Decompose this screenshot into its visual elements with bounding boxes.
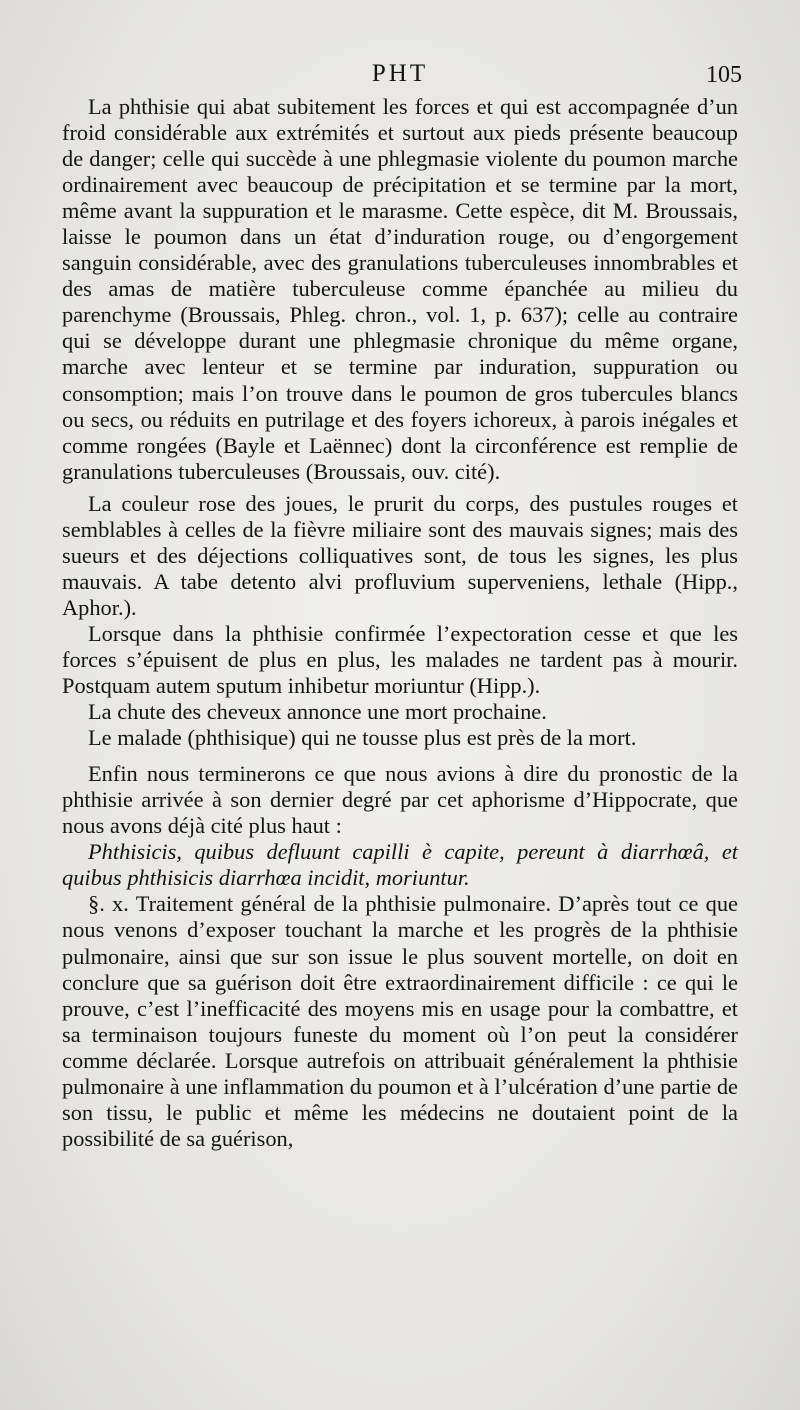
- paragraph-prognosis-forms: La phthisie qui abat subitement les forces et qui est accompagnée d’un froid considérable aux extrémités et surtout aux pieds présente beaucoup de danger; celle qui succède à une phlegmasie violente du poumon marche ordinairement avec beaucoup de précipitation et se termine par la mort, même avant la suppuration et le marasme. Cette espèce, dit M. Broussais, laisse le poumon dans un état d’induration rouge, ou d’engorgement sanguin considérable, avec des granulations tuberculeuses innombrables et des amas de matière tuberculeuse comme épanchée au milieu du parenchyme (Broussais, Phleg. chron., vol. 1, p. 637); celle au contraire qui se développe durant une phlegmasie chronique du même organe, marche avec lenteur et se termine par induration, suppuration ou consomption; mais l’on trouve dans le poumon de gros tubercules blancs ou secs, ou réduits en putrilage et des foyers ichoreux, à parois inégales et comme rongées (Bayle et Laënnec) dont la circonférence est remplie de granulations tuberculeuses (Broussais, ouv. cité).: [62, 94, 738, 484]
- paragraph-expectoration: Lorsque dans la phthisie confirmée l’expectoration cesse et que les forces s’épuisent de plus en plus, les malades ne tardent pas à mourir. Postquam autem sputum inhibetur moriuntur (Hipp.).: [62, 620, 738, 699]
- paragraph-aphorism: Phthisicis, quibus defluunt capilli è capite, pereunt à diarrhœâ, et quibus phthisicis diarrhœa incidit, moriuntur.: [62, 839, 738, 891]
- paragraph-bad-signs: La couleur rose des joues, le prurit du corps, des pustules rouges et semblables à celles de la fièvre miliaire sont des mauvais signes; mais des sueurs et des déjections colliquatives sont, de tous les signes, les plus mauvais. A tabe detento alvi profluvium superveniens, lethale (Hipp., Aphor.).: [62, 490, 738, 620]
- running-title: PHT: [371, 60, 429, 87]
- paragraph-hippocrates-intro: Enfin nous terminerons ce que nous avions à dire du pronostic de la phthisie arrivée à son dernier degré par cet aphorisme d’Hippocrate, que nous avons déjà cité plus haut :: [62, 761, 738, 839]
- paragraph-cough-stops: Le malade (phthisique) qui ne tousse plus est près de la mort.: [88, 725, 637, 751]
- paragraph-treatment: §. x. Traitement général de la phthisie pulmonaire. D’après tout ce que nous venons d’exposer touchant la marche et les progrès de la phthisie pulmonaire, ainsi que sur son issue le plus souvent mortelle, on doit en conclure que sa guérison doit être extraordinairement difficile : ce qui le prouve, c’est l’inefficacité des moyens mis en usage pour la combattre, et sa terminaison toujours funeste du moment où l’on peut la considérer comme déclarée. Lorsque autrefois on attribuait généralement la phthisie pulmonaire à une inflammation du poumon et à l’ulcération d’une partie de son tissu, le public et même les médecins ne doutaient point de la possibilité de sa guérison,: [62, 891, 738, 1151]
- body-text: [62, 94, 738, 1152]
- page-header: [0, 58, 800, 92]
- paragraph-hair-loss: La chute des cheveux annonce une mort prochaine.: [88, 699, 547, 725]
- page-number: 105: [706, 62, 742, 88]
